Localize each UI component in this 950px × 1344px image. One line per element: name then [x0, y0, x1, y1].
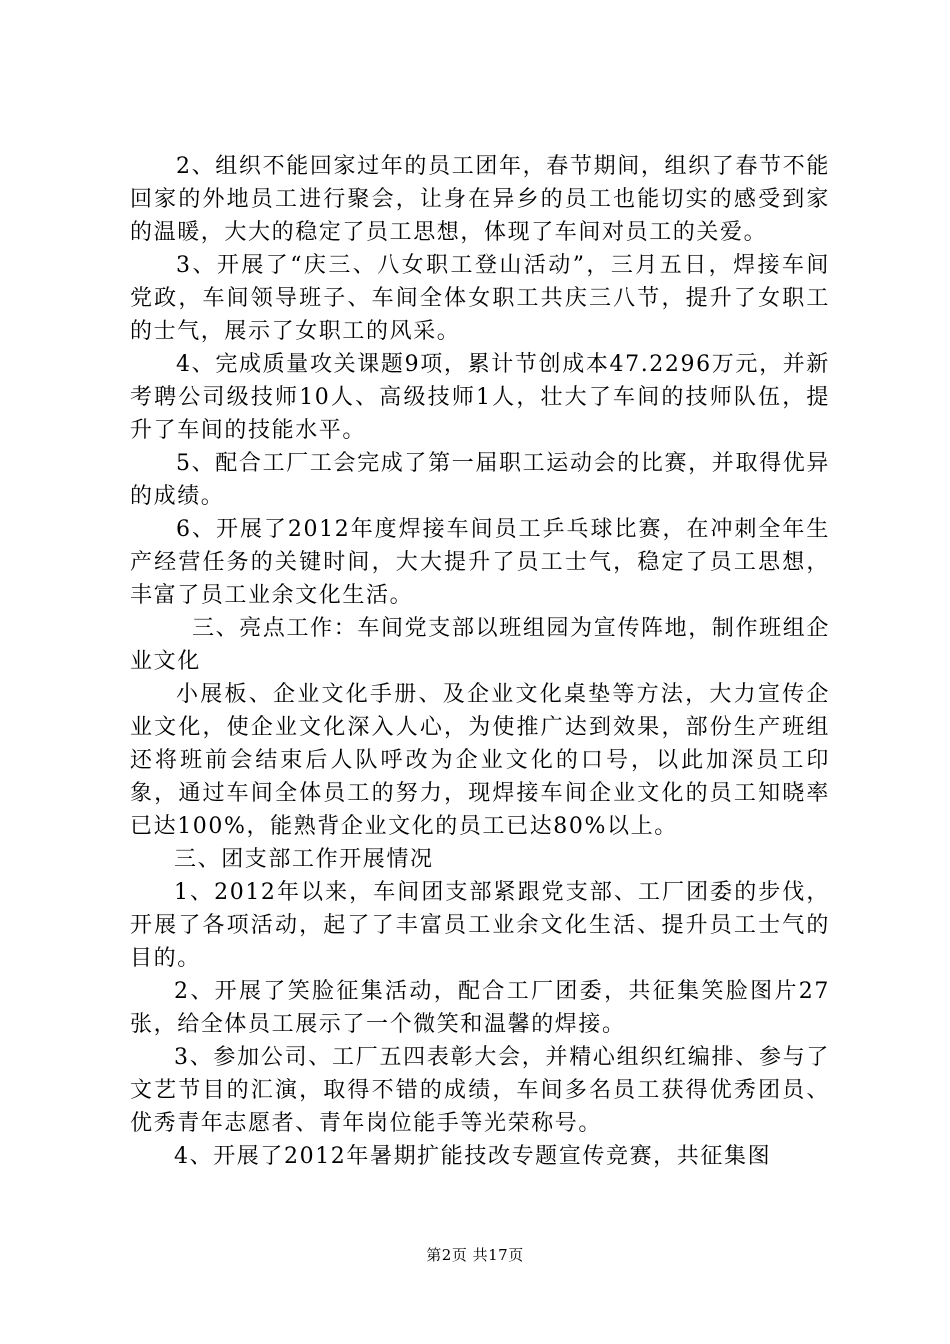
section-highlight-heading: 三、亮点工作：车间党支部以班组园为宣传阵地，制作班组企业文化 [130, 616, 830, 674]
document-body [130, 150, 830, 1173]
paragraph-highlight-body: 小展板、企业文化手册、及企业文化桌垫等方法，大力宣传企业文化，使企业文化深入人心，为使推广达到效果，部份生产班组还将班前会结束后人队呼改为企业文化的口号，以此加深员工印象，通过车间全体员工的努力，现焊接车间企业文化的员工知晓率已达100%，能熟背企业文化的员工已达80%以上。 [130, 682, 830, 839]
paragraph-3: 3、开展了“庆三、八女职工登山活动”，三月五日，焊接车间党政，车间领导班子、车间全体女职工共庆三八节，提升了女职工的士气，展示了女职工的风采。 [130, 253, 830, 344]
paragraph-5: 5、配合工厂工会完成了第一届职工运动会的比赛，并取得优异的成绩。 [130, 451, 830, 509]
paragraph-6: 6、开展了2012年度焊接车间员工乒乓球比赛，在冲刺全年生产经营任务的关键时间，大大提升了员工士气，稳定了员工思想，丰富了员工业余文化生活。 [130, 517, 830, 608]
league-item-4: 4、开展了2012年暑期扩能技改专题宣传竞赛，共征集图 [174, 1144, 772, 1169]
section-youth-league-heading: 三、团支部工作开展情况 [174, 847, 434, 872]
league-item-3: 3、参加公司、工厂五四表彰大会，并精心组织红编排、参与了文艺节目的汇演，取得不错的成绩，车间多名员工获得优秀团员、优秀青年志愿者、青年岗位能手等光荣称号。 [130, 1045, 830, 1136]
paragraph-2: 2、组织不能回家过年的员工团年，春节期间，组织了春节不能回家的外地员工进行聚会，让身在异乡的员工也能切实的感受到家的温暖，大大的稳定了员工思想，体现了车间对员工的关爱。 [130, 154, 830, 245]
league-item-1: 1、2012年以来，车间团支部紧跟党支部、工厂团委的步伐，开展了各项活动，起了了丰富员工业余文化生活、提升员工士气的目的。 [130, 880, 830, 971]
paragraph-4: 4、完成质量攻关课题9项，累计节创成本47.2296万元，并新考聘公司级技师10人、高级技师1人，壮大了车间的技师队伍，提升了车间的技能水平。 [130, 352, 830, 443]
page-number-footer: 第2页 共17页 [426, 1246, 524, 1264]
league-item-2: 2、开展了笑脸征集活动，配合工厂团委，共征集笑脸图片27张，给全体员工展示了一个微笑和温馨的焊接。 [130, 979, 830, 1037]
